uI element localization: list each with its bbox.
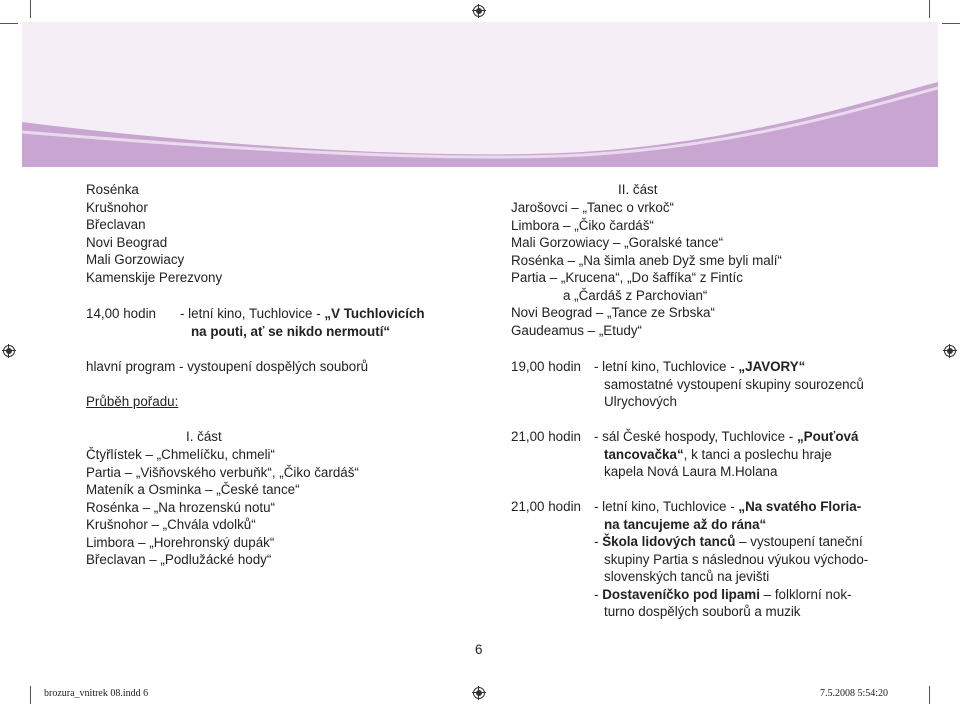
event-detail: turno dospělých souborů a muzik [604,604,801,619]
event-title-cont: tancovačka“ [604,446,684,462]
program-item: Partia – „Višňovského verbuňk“, „Čiko čardáš“ [86,464,359,480]
footer-date-slug: 7.5.2008 5:54:20 [820,688,889,699]
header-decoration [22,22,938,167]
event-venue: - sál České hospody, Tuchlovice - [594,429,797,444]
program-item: Jarošovci – „Tanec o vrkoč“ [511,200,674,215]
event-description [594,428,858,481]
crop-mark [30,686,31,704]
ensemble-item: Novi Beograd [86,234,168,250]
event-venue: - letní kino, Tuchlovice - [180,306,325,321]
event-detail: , k tanci a poslechu hraje [683,446,832,462]
program-item: Mali Gorzowiacy – „Goralské tance“ [511,235,724,250]
registration-mark-icon [472,686,486,700]
event-detail: – vystoupení taneční [735,534,863,549]
registration-mark-icon [943,344,957,358]
part1-list [86,446,359,569]
ensemble-item: Kamenskije Perezvony [86,269,223,285]
event-detail: samostatné vystoupení skupiny sourozenců [604,376,864,392]
event-detail: skupiny Partia s následnou výukou východo- [604,551,869,567]
event-description [594,358,864,411]
main-program-note: hlavní program - vystoupení dospělých souborů [86,359,369,374]
part1-title: I. část [186,429,222,444]
event-detail: – folklorní nok- [759,586,852,602]
crop-mark [30,0,31,18]
crop-mark [929,0,930,18]
event-description [594,498,868,621]
crop-mark [0,23,18,24]
event-time: 14,00 hodin [86,306,156,321]
page-number: 6 [475,642,483,657]
program-item: Partia – „Krucena“, „Do šaffíka“ z Fintíc [511,270,743,285]
program-item: Limbora – „Čiko čardáš“ [511,217,654,233]
event-title-cont: na tancujeme až do rána“ [604,516,767,532]
ensemble-item: Mali Gorzowiacy [86,252,185,267]
ensemble-list [86,181,222,286]
event-venue: - letní kino, Tuchlovice - [594,359,739,374]
program-item: Novi Beograd – „Tance ze Srbska“ [511,305,715,320]
event-detail: slovenských tanců na jevišti [604,569,770,584]
event-detail: kapela Nová Laura M.Holana [604,464,778,479]
footer-file-slug: brozura_vnitrek 08.indd 6 [44,688,149,699]
program-item: Břeclavan – „Podlužácké hody“ [86,552,272,567]
part2-title: II. část [618,182,658,197]
header-wave-graphic [22,22,938,167]
event-subtitle: Dostaveníčko pod lipami [602,586,760,602]
event-title: „JAVORY“ [738,359,806,374]
event-subtitle: Škola lidových tanců [602,534,736,549]
crop-mark [929,686,930,704]
event-venue: - letní kino, Tuchlovice - [594,499,739,514]
event-description [180,305,425,340]
program-item: Rosénka – „Na hrozenskú notu“ [86,499,276,515]
event-title: „V Tuchlovicích [324,306,425,321]
event-title: „Pouťová [796,429,859,444]
program-item: Limbora – „Horehronský dupák“ [86,534,275,550]
registration-mark-icon [472,4,486,18]
event-time: 19,00 hodin [511,359,581,374]
dash: - [594,534,603,549]
ensemble-item: Rosénka [86,182,139,197]
program-item: Krušnohor – „Chvála vdolků“ [86,517,256,532]
program-item: Čtyřlístek – „Chmelíčku, chmeli“ [86,447,275,462]
crop-mark [942,23,960,24]
event-title-cont: na pouti, ať se nikdo nermoutí“ [191,323,391,339]
event-time: 21,00 hodin [511,499,581,514]
ensemble-item: Břeclavan [86,217,146,232]
registration-mark-icon [2,344,16,358]
program-heading: Průběh pořadu: [86,394,179,409]
part2-list [511,199,782,339]
program-item: Gaudeamus – „Etudy“ [511,322,642,338]
ensemble-item: Krušnohor [86,199,148,215]
event-detail: Ulrychových [604,394,677,409]
dash: - [594,586,603,602]
program-item-cont: a „Čardáš z Parchovian“ [563,287,708,303]
program-item: Mateník a Osminka – „České tance“ [86,482,300,497]
event-time: 21,00 hodin [511,429,581,444]
program-item: Rosénka – „Na šimla aneb Dyž sme byli malí“ [511,252,782,268]
event-title: „Na svatého Floria- [738,499,862,514]
